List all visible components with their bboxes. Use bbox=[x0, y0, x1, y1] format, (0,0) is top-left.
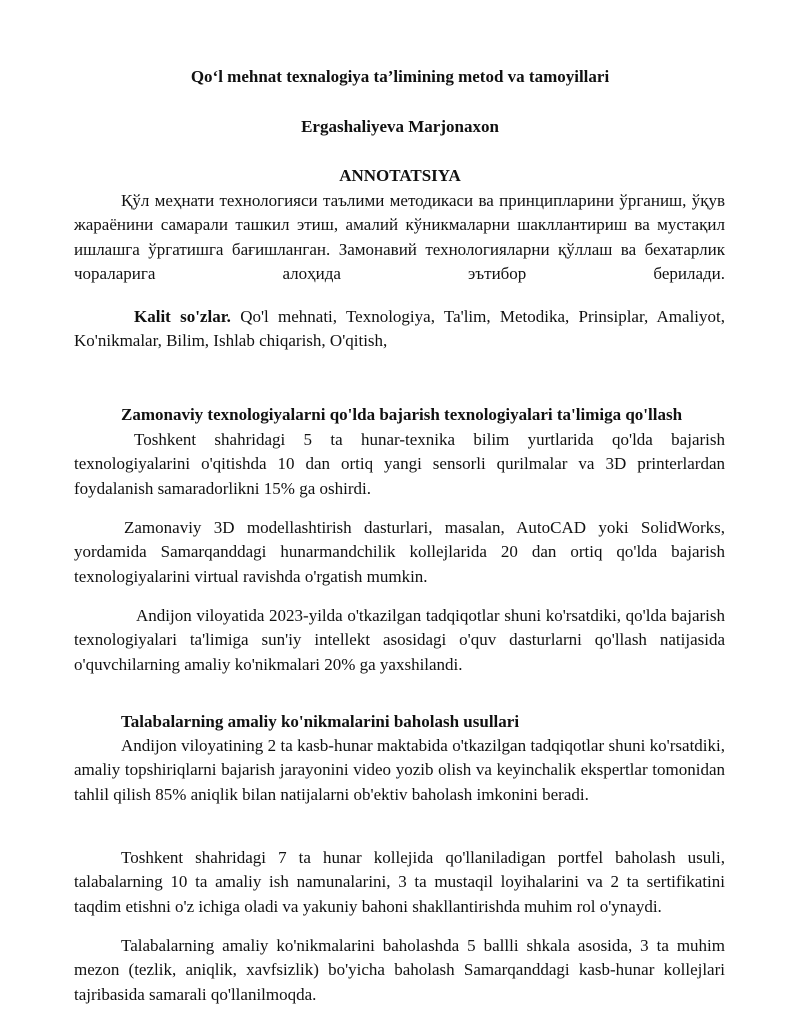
keywords-paragraph bbox=[74, 305, 725, 354]
annotation-heading: ANNOTATSIYA bbox=[339, 166, 461, 185]
section-heading-assessment-methods: Talabalarning amaliy ko'nikmalarini baholash usullari bbox=[121, 712, 520, 731]
section1-paragraph-2: Zamonaviy 3D modellashtirish dasturlari, masalan, AutoCAD yoki SolidWorks, yordamida Samarqanddagi hunarmandchilik kollejlarida 20 dan ortiq qo'lda bajarish texnologiyalarini virtual ravishda o'rgatish mumkin. bbox=[74, 518, 725, 586]
keywords-label: Kalit so'zlar. bbox=[134, 307, 231, 326]
section2-paragraph-2: Toshkent shahridagi 7 ta hunar kollejida qo'llaniladigan portfel baholash usuli, talabalarning 10 ta amaliy ish namunalarini, 3 ta mustaqil loyihalarini va 2 ta sertifikatini taqdim etishni o'z ichiga oladi va yakuniy bahoni shakllantirishda muhim rol o'ynaydi. bbox=[74, 848, 725, 916]
section2-paragraph-3: Talabalarning amaliy ko'nikmalarini baholashda 5 ballli shkala asosida, 3 ta muhim mezon (tezlik, aniqlik, xavfsizlik) bo'yicha baholash Samarqanddagi kasb-hunar kollejlari tajribasida samarali qo'llanilmoqda. bbox=[74, 936, 725, 1004]
author-name: Ergashaliyeva Marjonaxon bbox=[301, 117, 499, 136]
keywords-list: Qo'l mehnati, Texnologiya, Ta'lim, Metodika, Prinsiplar, Amaliyot, Ko'nikmalar, Bilim, Ishlab chiqarish, O'qitish, bbox=[74, 307, 725, 351]
section-heading-modern-technologies: Zamonaviy texnologiyalarni qo'lda bajarish texnologiyalari ta'limiga qo'llash bbox=[121, 405, 683, 424]
annotation-text: Қўл меҳнати технологияси таълими методикаси ва принципларини ўрганиш, ўқув жараёнини самарали ташкил этиш, амалий кўникмаларни шакллантириш ва мустақил ишлашга ўргатишга бағишланган. Замонавий технологияларни қўллаш ва бехатарлик чораларига алоҳида эътибор берилади. bbox=[74, 191, 725, 283]
section2-paragraph-1: Andijon viloyatining 2 ta kasb-hunar maktabida o'tkazilgan tadqiqotlar shuni ko'rsatdiki, amaliy topshiriqlarni bajarish jarayonini video yozib olish va keyinchalik ekspertlar tomonidan tahlil qilish 85% aniqlik bilan natijalarni ob'ektiv baholash imkonini beradi. bbox=[74, 736, 725, 804]
section1-paragraph-1: Toshkent shahridagi 5 ta hunar-texnika bilim yurtlarida qo'lda bajarish texnologiyalarini o'qitishda 10 dan ortiq yangi sensorli qurilmalar va 3D printerlardan foydalanish samaradorlikni 15% ga oshirdi. bbox=[74, 430, 725, 498]
paper-title: Qo‘l mehnat texnalogiya ta’limining metod va tamoyillari bbox=[190, 67, 610, 86]
section1-paragraph-3: Andijon viloyatida 2023-yilda o'tkazilgan tadqiqotlar shuni ko'rsatdiki, qo'lda bajarish texnologiyalari ta'limiga sun'iy intellekt asosidagi o'quv dasturlarni qo'llash natijasida o'quvchilarning amaliy ko'nikmalari 20% ga yaxshilandi. bbox=[74, 606, 725, 674]
